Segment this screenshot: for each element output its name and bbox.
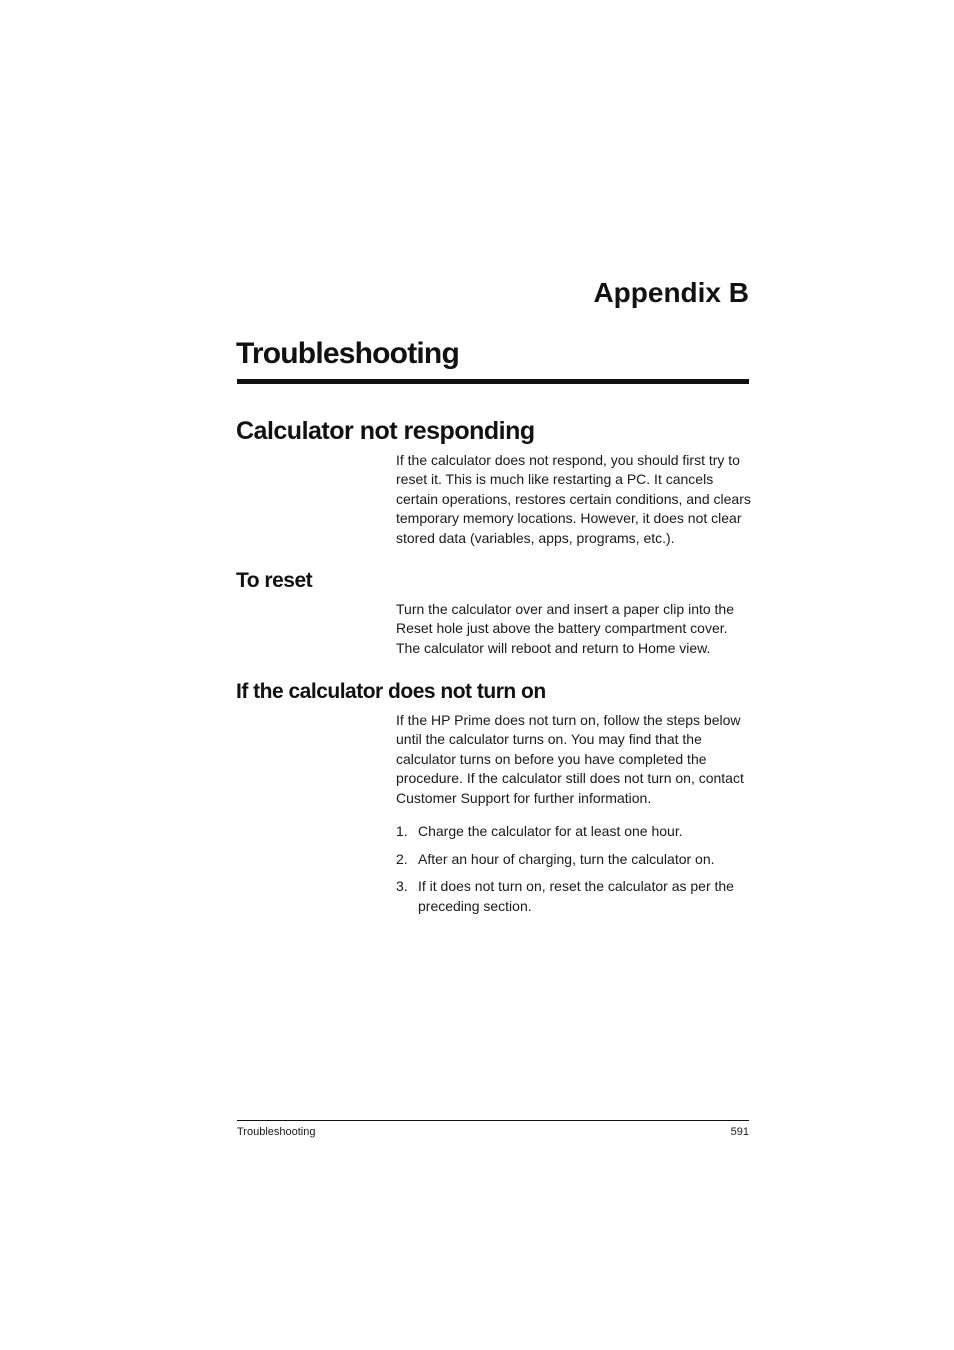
step-item: [396, 821, 752, 841]
step-number: 3.: [396, 878, 408, 895]
step-number: 1.: [396, 823, 408, 839]
section-heading-does-not-turn-on: If the calculator does not turn on: [236, 680, 546, 703]
step-text: If it does not turn on, reset the calculator as per the preceding section.: [418, 878, 734, 915]
chapter-title: Troubleshooting: [236, 337, 459, 370]
section-heading-to-reset: To reset: [236, 569, 313, 592]
footer-rule: [237, 1120, 749, 1121]
steps-list: [396, 821, 752, 924]
section-body-to-reset: Turn the calculator over and insert a paper clip into the Reset hole just above the battery compartment cover. The calculator will reboot and return to Home view.: [396, 601, 735, 656]
step-item: [396, 876, 752, 916]
chapter-title-rule: [237, 379, 749, 384]
section-heading-calculator-not-responding: Calculator not responding: [236, 417, 535, 445]
step-number: 2.: [396, 850, 408, 867]
step-item: [396, 849, 752, 869]
section-body-calculator-not-responding: If the calculator does not respond, you should first try to reset it. This is much like restarting a PC. It cancels certain operations, restores certain conditions, and clears temporary memory locations. However, it does not clear stored data (variables, apps, programs, etc.).: [396, 452, 751, 546]
step-text: After an hour of charging, turn the calculator on.: [418, 850, 715, 867]
footer-page-number: 591: [730, 1126, 749, 1138]
appendix-label: Appendix B: [593, 277, 749, 308]
section-body-does-not-turn-on: If the HP Prime does not turn on, follow the steps below until the calculator turns on. You may find that the calculator turns on before you have completed the procedure. If the calculator still does not turn on, contact Customer Support for further information.: [396, 712, 744, 806]
step-text: Charge the calculator for at least one hour.: [418, 823, 683, 839]
footer-section-name: Troubleshooting: [237, 1126, 316, 1138]
